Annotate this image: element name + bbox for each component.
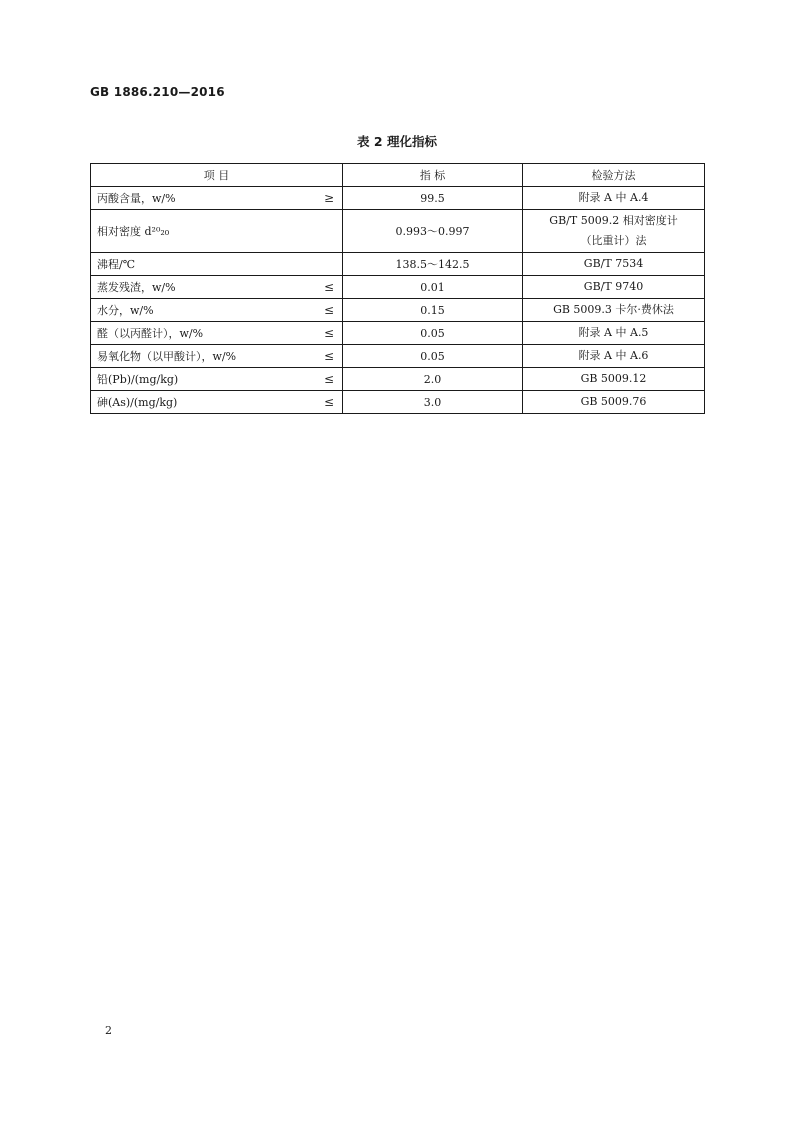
table-row [91, 345, 705, 368]
item-name: 丙酸含量，w/% [97, 192, 176, 205]
item-name: 蒸发残渣，w/% [97, 281, 176, 294]
limit-symbol: ≤ [323, 372, 334, 386]
value-cell: 3.0 [343, 391, 523, 414]
method-text: GB 5009.76 [580, 395, 647, 408]
method-text: GB/T 5009.2 相对密度计 [549, 214, 678, 227]
item-name: 铅(Pb)/(mg/kg) [97, 373, 179, 386]
table-row [91, 210, 705, 253]
value-cell: 138.5～142.5 [343, 253, 523, 276]
item-cell [91, 345, 343, 368]
method-text: 附录 A 中 A.5 [578, 326, 649, 339]
value-cell: 0.05 [343, 345, 523, 368]
method-text: （比重计）法 [580, 234, 647, 247]
item-cell [91, 210, 343, 253]
method-text: 附录 A 中 A.6 [578, 349, 649, 362]
method-cell [523, 187, 705, 210]
table-row [91, 368, 705, 391]
column-header-item: 项 目 [91, 164, 343, 187]
specification-table [90, 163, 705, 414]
item-cell [91, 253, 343, 276]
value-cell: 99.5 [343, 187, 523, 210]
method-cell [523, 368, 705, 391]
page-number: 2 [105, 1024, 112, 1037]
item-name: 砷(As)/(mg/kg) [97, 396, 178, 409]
method-cell [523, 345, 705, 368]
limit-symbol: ≤ [323, 349, 334, 363]
method-cell [523, 210, 705, 253]
limit-symbol: ≥ [323, 191, 334, 205]
value-cell: 0.15 [343, 299, 523, 322]
table-row [91, 299, 705, 322]
table-row [91, 187, 705, 210]
item-cell [91, 276, 343, 299]
method-cell [523, 299, 705, 322]
value-cell: 2.0 [343, 368, 523, 391]
table-row [91, 322, 705, 345]
item-name: 相对密度 d²⁰₂₀ [97, 225, 170, 238]
method-text: GB/T 7534 [583, 257, 644, 270]
method-text: GB 5009.12 [580, 372, 647, 385]
item-cell [91, 299, 343, 322]
method-cell [523, 276, 705, 299]
column-header-method: 检验方法 [523, 164, 705, 187]
table-row [91, 391, 705, 414]
item-cell [91, 322, 343, 345]
table-title: 表 2 理化指标 [357, 134, 437, 149]
value-cell: 0.05 [343, 322, 523, 345]
standard-code: GB 1886.210—2016 [90, 85, 225, 99]
item-name: 醛（以丙醛计），w/% [97, 327, 204, 340]
item-cell [91, 391, 343, 414]
value-cell: 0.01 [343, 276, 523, 299]
table-row [91, 276, 705, 299]
method-text: 附录 A 中 A.4 [578, 191, 649, 204]
column-header-value: 指 标 [343, 164, 523, 187]
table-row [91, 253, 705, 276]
limit-symbol: ≤ [323, 395, 334, 409]
item-name: 易氧化物（以甲酸计），w/% [97, 350, 237, 363]
item-cell [91, 187, 343, 210]
table-header-row [91, 164, 705, 187]
item-name: 水分，w/% [97, 304, 154, 317]
limit-symbol: ≤ [323, 303, 334, 317]
method-cell [523, 253, 705, 276]
method-cell [523, 391, 705, 414]
method-text: GB/T 9740 [583, 280, 644, 293]
limit-symbol: ≤ [323, 280, 334, 294]
item-name: 沸程/℃ [97, 258, 136, 271]
method-cell [523, 322, 705, 345]
limit-symbol: ≤ [323, 326, 334, 340]
value-cell: 0.993～0.997 [343, 210, 523, 253]
method-text: GB 5009.3 卡尔·费休法 [553, 303, 674, 316]
item-cell [91, 368, 343, 391]
